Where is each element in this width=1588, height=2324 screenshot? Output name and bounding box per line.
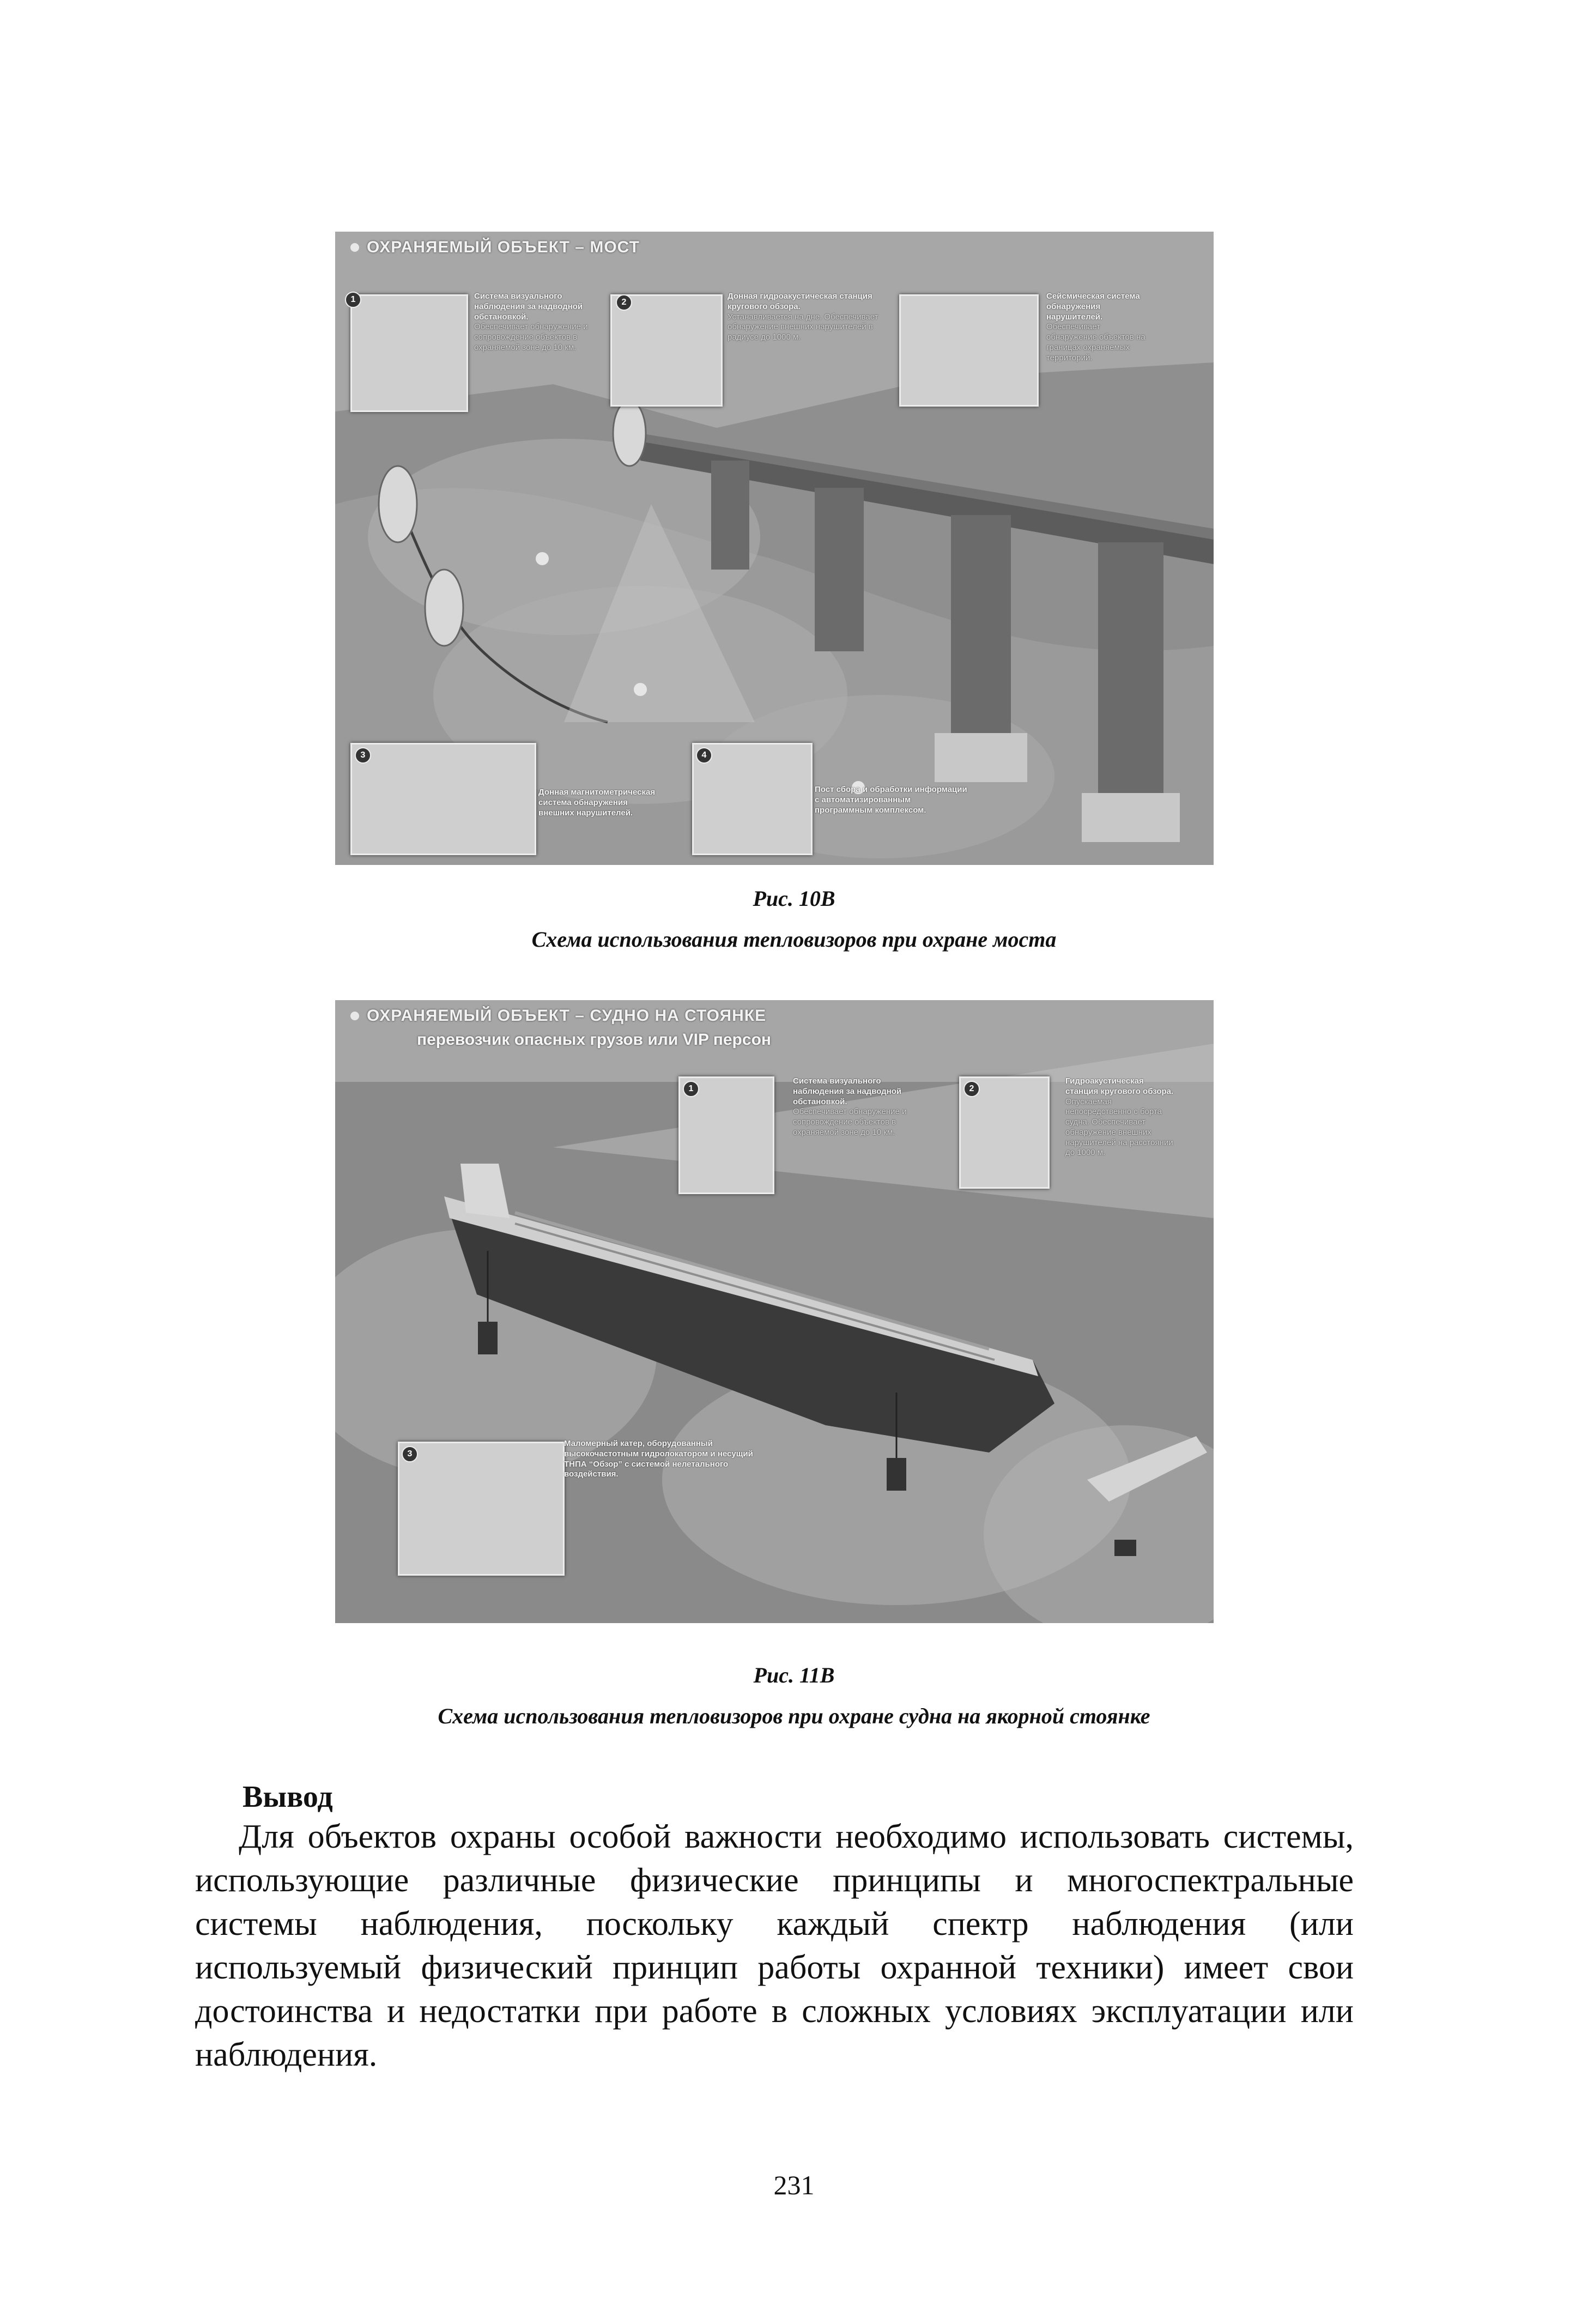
figure-ship-header — [350, 1007, 766, 1025]
bullet-icon — [350, 1012, 359, 1020]
callout-number: 3 — [402, 1446, 418, 1462]
seismic-photo-inset — [899, 294, 1039, 407]
figure-ship — [335, 1000, 1214, 1623]
conclusion-paragraph: Для объектов охраны особой важности необходимо использовать системы, использующие различные физические принципы и многоспектральные системы наблюдения, поскольку каждый спектр наблюдения (или используемый физический принцип работы охранной техники) имеет свои достоинства и недостатки при работе в сложных условиях эксплуатации или наблюдения. — [195, 1818, 1354, 2073]
callout-number: 4 — [696, 747, 712, 764]
camera-photo-inset — [350, 294, 468, 412]
callout-number: 1 — [683, 1081, 699, 1097]
figure-ship-subtitle: перевозчик опасных грузов или VIP персон — [417, 1031, 772, 1049]
figure-ship-number: Рис. 11В — [753, 1663, 835, 1687]
figure-bridge — [335, 232, 1214, 865]
figure-bridge-title: ОХРАНЯЕМЫЙ ОБЪЕКТ – МОСТ — [367, 238, 640, 256]
figure-ship-title: ОХРАНЯЕМЫЙ ОБЪЕКТ – СУДНО НА СТОЯНКЕ — [367, 1007, 767, 1025]
page-number: 231 — [773, 2170, 815, 2200]
callout-magnetometer: Донная магнитометрическая система обнаружения внешних нарушителей. — [538, 788, 656, 818]
magnetometer-photo-inset — [350, 743, 536, 855]
conclusion-heading: Вывод — [243, 1780, 333, 1814]
callout-number: 2 — [963, 1081, 980, 1097]
callout-patrol-boat: Маломерный катер, оборудованный высокочастотным гидролокатором и несущий ТНПА “Обзор” с системой нелетального воздействия. — [564, 1439, 753, 1479]
bullet-icon — [350, 243, 359, 252]
callout-visual-system: Система визуального наблюдения за надводной обстановкой. Обеспечивает обнаружение и сопровождение объектов в охраняемой зоне до 10 км. — [793, 1076, 907, 1137]
callout-number: 1 — [345, 292, 361, 308]
callout-sonar-station: Донная гидроакустическая станция кругового обзора. Устанавливается на дне. Обеспечивает обнаружение внешних нарушителей в радиусе до 1000 м. — [728, 292, 878, 342]
callout-number: 2 — [616, 294, 632, 311]
figure-ship-caption: Схема использования тепловизоров при охране судна на якорной стоянке — [438, 1704, 1150, 1728]
sonar-photo-inset — [610, 294, 723, 407]
figure-bridge-number: Рис. 10В — [753, 886, 835, 911]
callout-number: 3 — [355, 747, 371, 764]
callout-control-post: Пост сбора и обработки информации с автоматизированным программным комплексом. — [815, 785, 967, 815]
callout-sonar-station: Гидроакустическая станция кругового обзора. Опускаемая непосредственно с борта судна. Обеспечивает обнаружение внешних нарушителей на расстоянии до 1000 м. — [1065, 1076, 1174, 1158]
figure-bridge-caption: Схема использования тепловизоров при охране моста — [531, 927, 1057, 952]
boat-photo-inset — [398, 1442, 565, 1576]
callout-visual-system: Система визуального наблюдения за надводной обстановкой. Обеспечивает обнаружение и сопровождение объектов в охраняемой зоне до 10 км. — [474, 292, 588, 352]
callout-seismic-system: Сейсмическая система обнаружения нарушителей. Обеспечивает обнаружение объектов на границах охраняемых территорий. — [1046, 292, 1145, 362]
figure-bridge-header — [350, 238, 640, 257]
